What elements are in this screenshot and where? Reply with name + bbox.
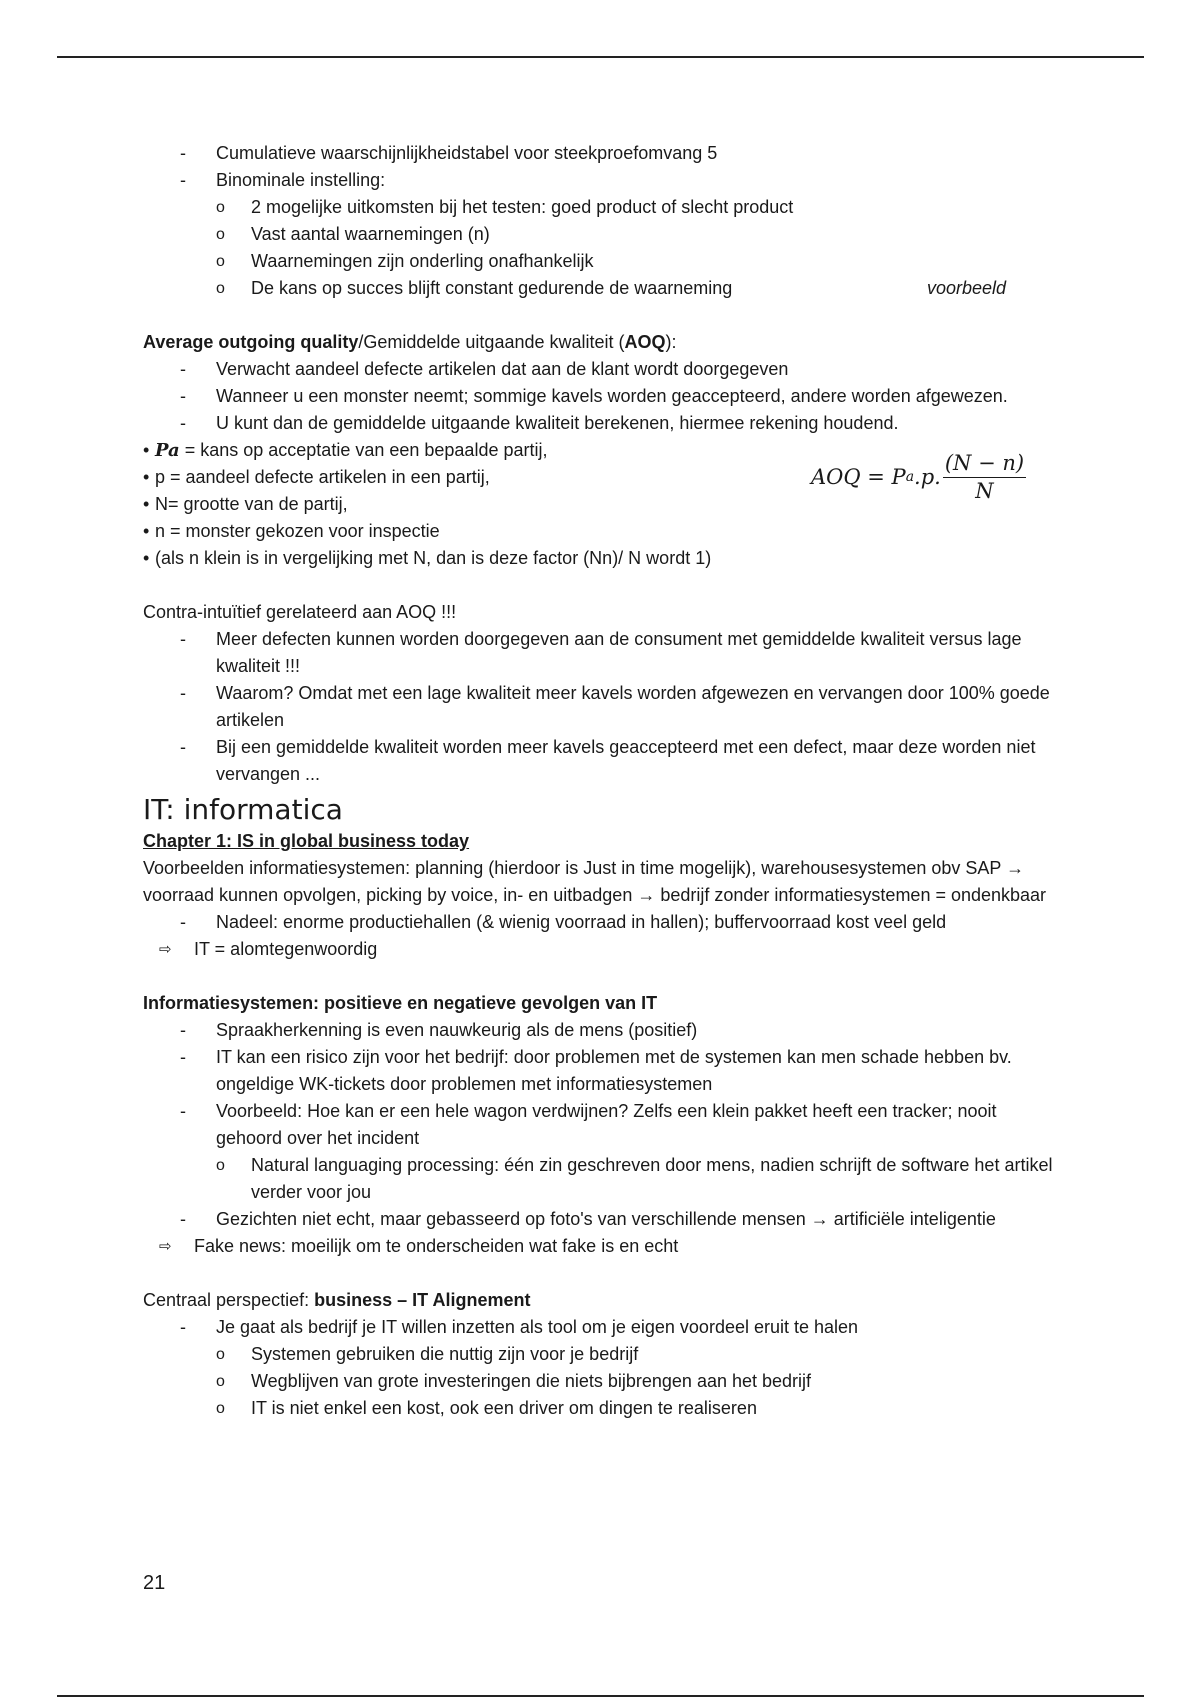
list-item: - Binominale instelling: [143, 167, 1063, 194]
aoq-title-rest: /Gemiddelde uitgaande kwaliteit ( [358, 332, 625, 352]
footer-rule [57, 1695, 1144, 1697]
list-item: - Bij een gemiddelde kwaliteit worden meer kavels geaccepteerd met een defect, maar deze worden niet vervangen ... [143, 734, 1063, 788]
sub-list-item: o Vast aantal waarnemingen (n) [143, 221, 1063, 248]
aoq-title-end: ): [665, 332, 677, 352]
list-item: - Gezichten niet echt, maar gebasseerd op foto's van verschillende mensen → artificiële inteligentie [143, 1206, 1063, 1233]
sub-list-item [143, 275, 1063, 302]
formula-numerator: (N − n) [943, 450, 1026, 478]
list-item: - Je gaat als bedrijf je IT willen inzetten als tool om je eigen voordeel eruit te halen [143, 1314, 1063, 1341]
list-item: - Waarom? Omdat met een lage kwaliteit meer kavels worden afgewezen en vervangen door 100% goede artikelen [143, 680, 1063, 734]
document-page [143, 140, 1063, 1422]
sub-list-item-text: De kans op succes blijft constant gedurende de waarneming [251, 278, 733, 298]
sub-list-item: o Wegblijven van grote investeringen die niets bijbrengen aan het bedrijf [143, 1368, 1063, 1395]
list-item: - Spraakherkenning is even nauwkeurig als de mens (positief) [143, 1017, 1063, 1044]
list-item: - IT kan een risico zijn voor het bedrijf: door problemen met de systemen kan men schade hebben bv. ongeldige WK-tickets door problemen met informatiesystemen [143, 1044, 1063, 1098]
section-title-contra: Contra-intuïtief gerelateerd aan AOQ !!! [143, 602, 457, 622]
aoq-title-abbr: AOQ [624, 332, 666, 352]
page-number: 21 [143, 1572, 166, 1594]
definition-item [143, 451, 1063, 503]
central-title-plain: Centraal perspectief: [143, 1290, 315, 1310]
definition-item: • n = monster gekozen voor inspectie [143, 518, 1063, 545]
formula-sub: a [905, 469, 915, 485]
sub-list-item: o Natural languaging processing: één zin geschreven door mens, nadien schrijft de software het artikel verder voor jou [143, 1152, 1063, 1206]
definition-item: • (als n klein is in vergelijking met N, dan is deze factor (Nn)/ N wordt 1) [143, 545, 1063, 572]
aoq-title-bold: Average outgoing quality [143, 332, 359, 352]
example-label: voorbeeld [927, 278, 1007, 298]
list-item: - Wanneer u een monster neemt; sommige kavels worden geaccepteerd, andere worden afgewezen. [143, 383, 1063, 410]
list-item: - Nadeel: enorme productiehallen (& wienig voorraad in hallen); buffervoorraad kost veel geld [143, 909, 1063, 936]
formula-mid: .p. [914, 465, 941, 489]
chapter-title: Chapter 1: IS in global business today [143, 831, 470, 851]
definition-text: p = aandeel defecte artikelen in een partij, [155, 467, 490, 487]
list-item: - Cumulatieve waarschijnlijkheidstabel voor steekproefomvang 5 [143, 140, 1063, 167]
list-item: - Verwacht aandeel defecte artikelen dat aan de klant wordt doorgegeven [143, 356, 1063, 383]
pa-symbol: Pa [155, 440, 180, 461]
list-item: - Voorbeeld: Hoe kan er een hele wagon verdwijnen? Zelfs een klein pakket heeft een tracker; nooit gehoord over het incident [143, 1098, 1063, 1152]
definition-text: = kans op acceptatie van een bepaalde partij, [179, 440, 548, 460]
heading-it: IT: informatica [143, 793, 343, 826]
sub-list-item: o 2 mogelijke uitkomsten bij het testen: goed product of slecht product [143, 194, 1063, 221]
definition-item: • N= grootte van de partij, [143, 491, 1063, 518]
list-item: - Meer defecten kunnen worden doorgegeven aan de consument met gemiddelde kwaliteit versus lage kwaliteit !!! [143, 626, 1063, 680]
formula-denominator: N [975, 479, 994, 503]
sub-list-item: o Systemen gebruiken die nuttig zijn voor je bedrijf [143, 1341, 1063, 1368]
sub-list-item: o IT is niet enkel een kost, ook een driver om dingen te realiseren [143, 1395, 1063, 1422]
list-item: - U kunt dan de gemiddelde uitgaande kwaliteit berekenen, hiermee rekening houdend. [143, 410, 1063, 437]
central-title-bold: business – IT Alignement [314, 1290, 531, 1310]
formula-lhs: AOQ = P [811, 465, 906, 489]
section-title-central [143, 1287, 1063, 1314]
conclusion-item: ⇨ Fake news: moeilijk om te onderscheiden wat fake is en echt [143, 1233, 1063, 1260]
section-title-is [143, 990, 1063, 1017]
is-title: Informatiesystemen: positieve en negatieve gevolgen van IT [143, 993, 658, 1013]
sub-list-item: o Waarnemingen zijn onderling onafhankelijk [143, 248, 1063, 275]
header-rule [57, 56, 1144, 58]
chapter-intro: Voorbeelden informatiesystemen: planning (hierdoor is Just in time mogelijk), warehousesystemen obv SAP → voorraad kunnen opvolgen, picking by voice, in- en uitbadgen → bedrijf zonder informatiesystemen = ondenkbaar [143, 858, 1047, 905]
conclusion-item: ⇨ IT = alomtegenwoordig [143, 936, 1063, 963]
section-title-aoq [143, 329, 1063, 356]
